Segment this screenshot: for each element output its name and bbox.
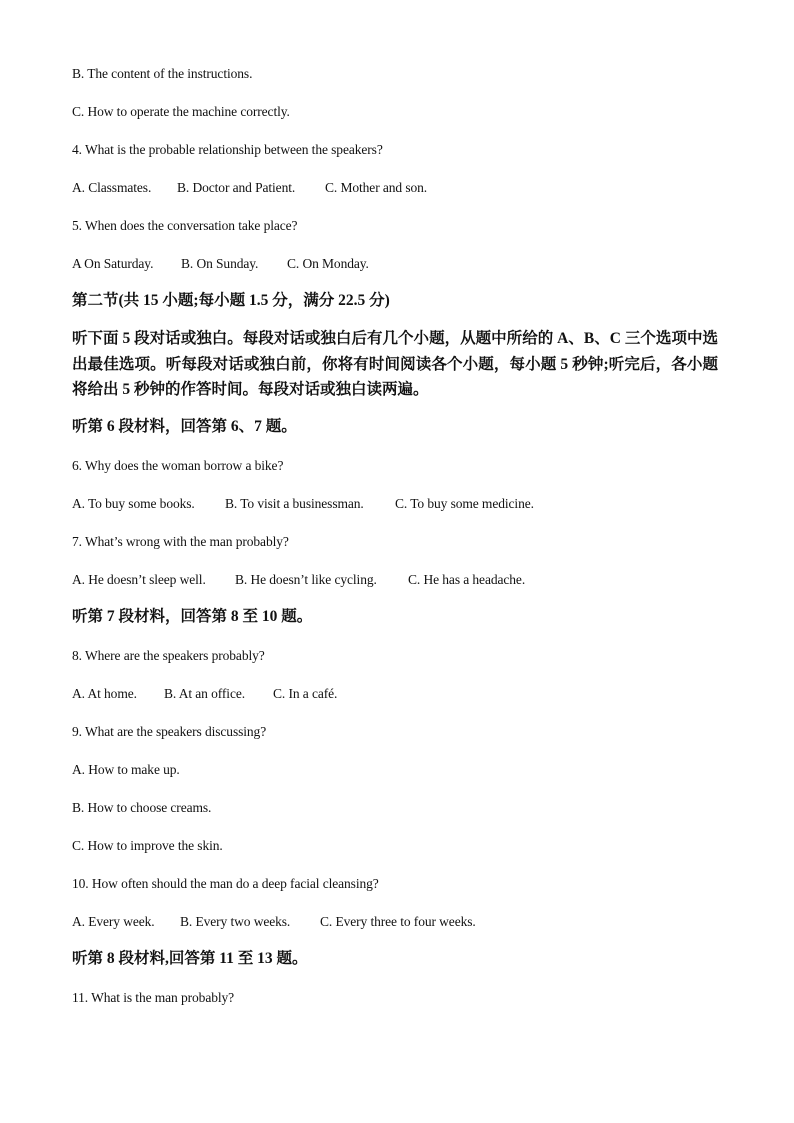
- q9-option-a: A. How to make up.: [72, 762, 180, 777]
- question-7-options: [72, 572, 525, 588]
- q4-option-a: A. Classmates.: [72, 180, 152, 195]
- question-5: 5. When does the conversation take place?: [72, 218, 298, 233]
- q5-option-b: B. On Sunday.: [181, 256, 259, 271]
- q9-option-b: B. How to choose creams.: [72, 800, 212, 815]
- q7-option-c: C. He has a headache.: [408, 572, 526, 587]
- q8-option-c: C. In a café.: [273, 686, 338, 701]
- q4-option-b: B. Doctor and Patient.: [177, 180, 296, 195]
- question-10-options: [72, 914, 476, 930]
- q3-option-c: C. How to operate the machine correctly.: [72, 104, 290, 119]
- q5-option-a: A On Saturday.: [72, 256, 154, 271]
- material-7-heading: 听第 7 段材料，回答第 8 至 10 题。: [72, 608, 313, 625]
- question-6-options: [72, 496, 534, 512]
- question-9: 9. What are the speakers discussing?: [72, 724, 267, 739]
- q4-option-c: C. Mother and son.: [325, 180, 428, 195]
- q10-option-c: C. Every three to four weeks.: [320, 914, 476, 929]
- q7-option-a: A. He doesn’t sleep well.: [72, 572, 206, 587]
- question-7: 7. What’s wrong with the man probably?: [72, 534, 289, 549]
- question-6: 6. Why does the woman borrow a bike?: [72, 458, 284, 473]
- question-8: 8. Where are the speakers probably?: [72, 648, 265, 663]
- q10-option-a: A. Every week.: [72, 914, 155, 929]
- question-10: 10. How often should the man do a deep facial cleansing?: [72, 876, 379, 891]
- q8-option-b: B. At an office.: [164, 686, 246, 701]
- q6-option-b: B. To visit a businessman.: [225, 496, 364, 511]
- question-4-options: [72, 180, 427, 196]
- question-11: 11. What is the man probably?: [72, 990, 235, 1005]
- q6-option-a: A. To buy some books.: [72, 496, 195, 511]
- material-6-heading: 听第 6 段材料，回答第 6、7 题。: [72, 418, 297, 435]
- q7-option-b: B. He doesn’t like cycling.: [235, 572, 377, 587]
- q9-option-c: C. How to improve the skin.: [72, 838, 223, 853]
- q5-option-c: C. On Monday.: [287, 256, 369, 271]
- q6-option-c: C. To buy some medicine.: [395, 496, 534, 511]
- q8-option-a: A. At home.: [72, 686, 137, 701]
- q10-option-b: B. Every two weeks.: [180, 914, 291, 929]
- q3-option-b: B. The content of the instructions.: [72, 66, 253, 81]
- question-4: 4. What is the probable relationship between the speakers?: [72, 142, 383, 157]
- question-5-options: [72, 256, 369, 272]
- material-8-heading: 听第 8 段材料,回答第 11 至 13 题。: [72, 950, 308, 967]
- question-8-options: [72, 686, 337, 702]
- section-2-instructions: 听下面 5 段对话或独白。每段对话或独白后有几个小题，从题中所给的 A、B、C 三个选项中选出最佳选项。听每段对话或独白前，你将有时间阅读各个小题，每小题 5 秒钟;听完后，各小题将给出 5 秒钟的作答时间。每段对话或独白读两遍。: [72, 330, 718, 398]
- section-2-title: 第二节(共 15 小题;每小题 1.5 分，满分 22.5 分): [72, 292, 390, 309]
